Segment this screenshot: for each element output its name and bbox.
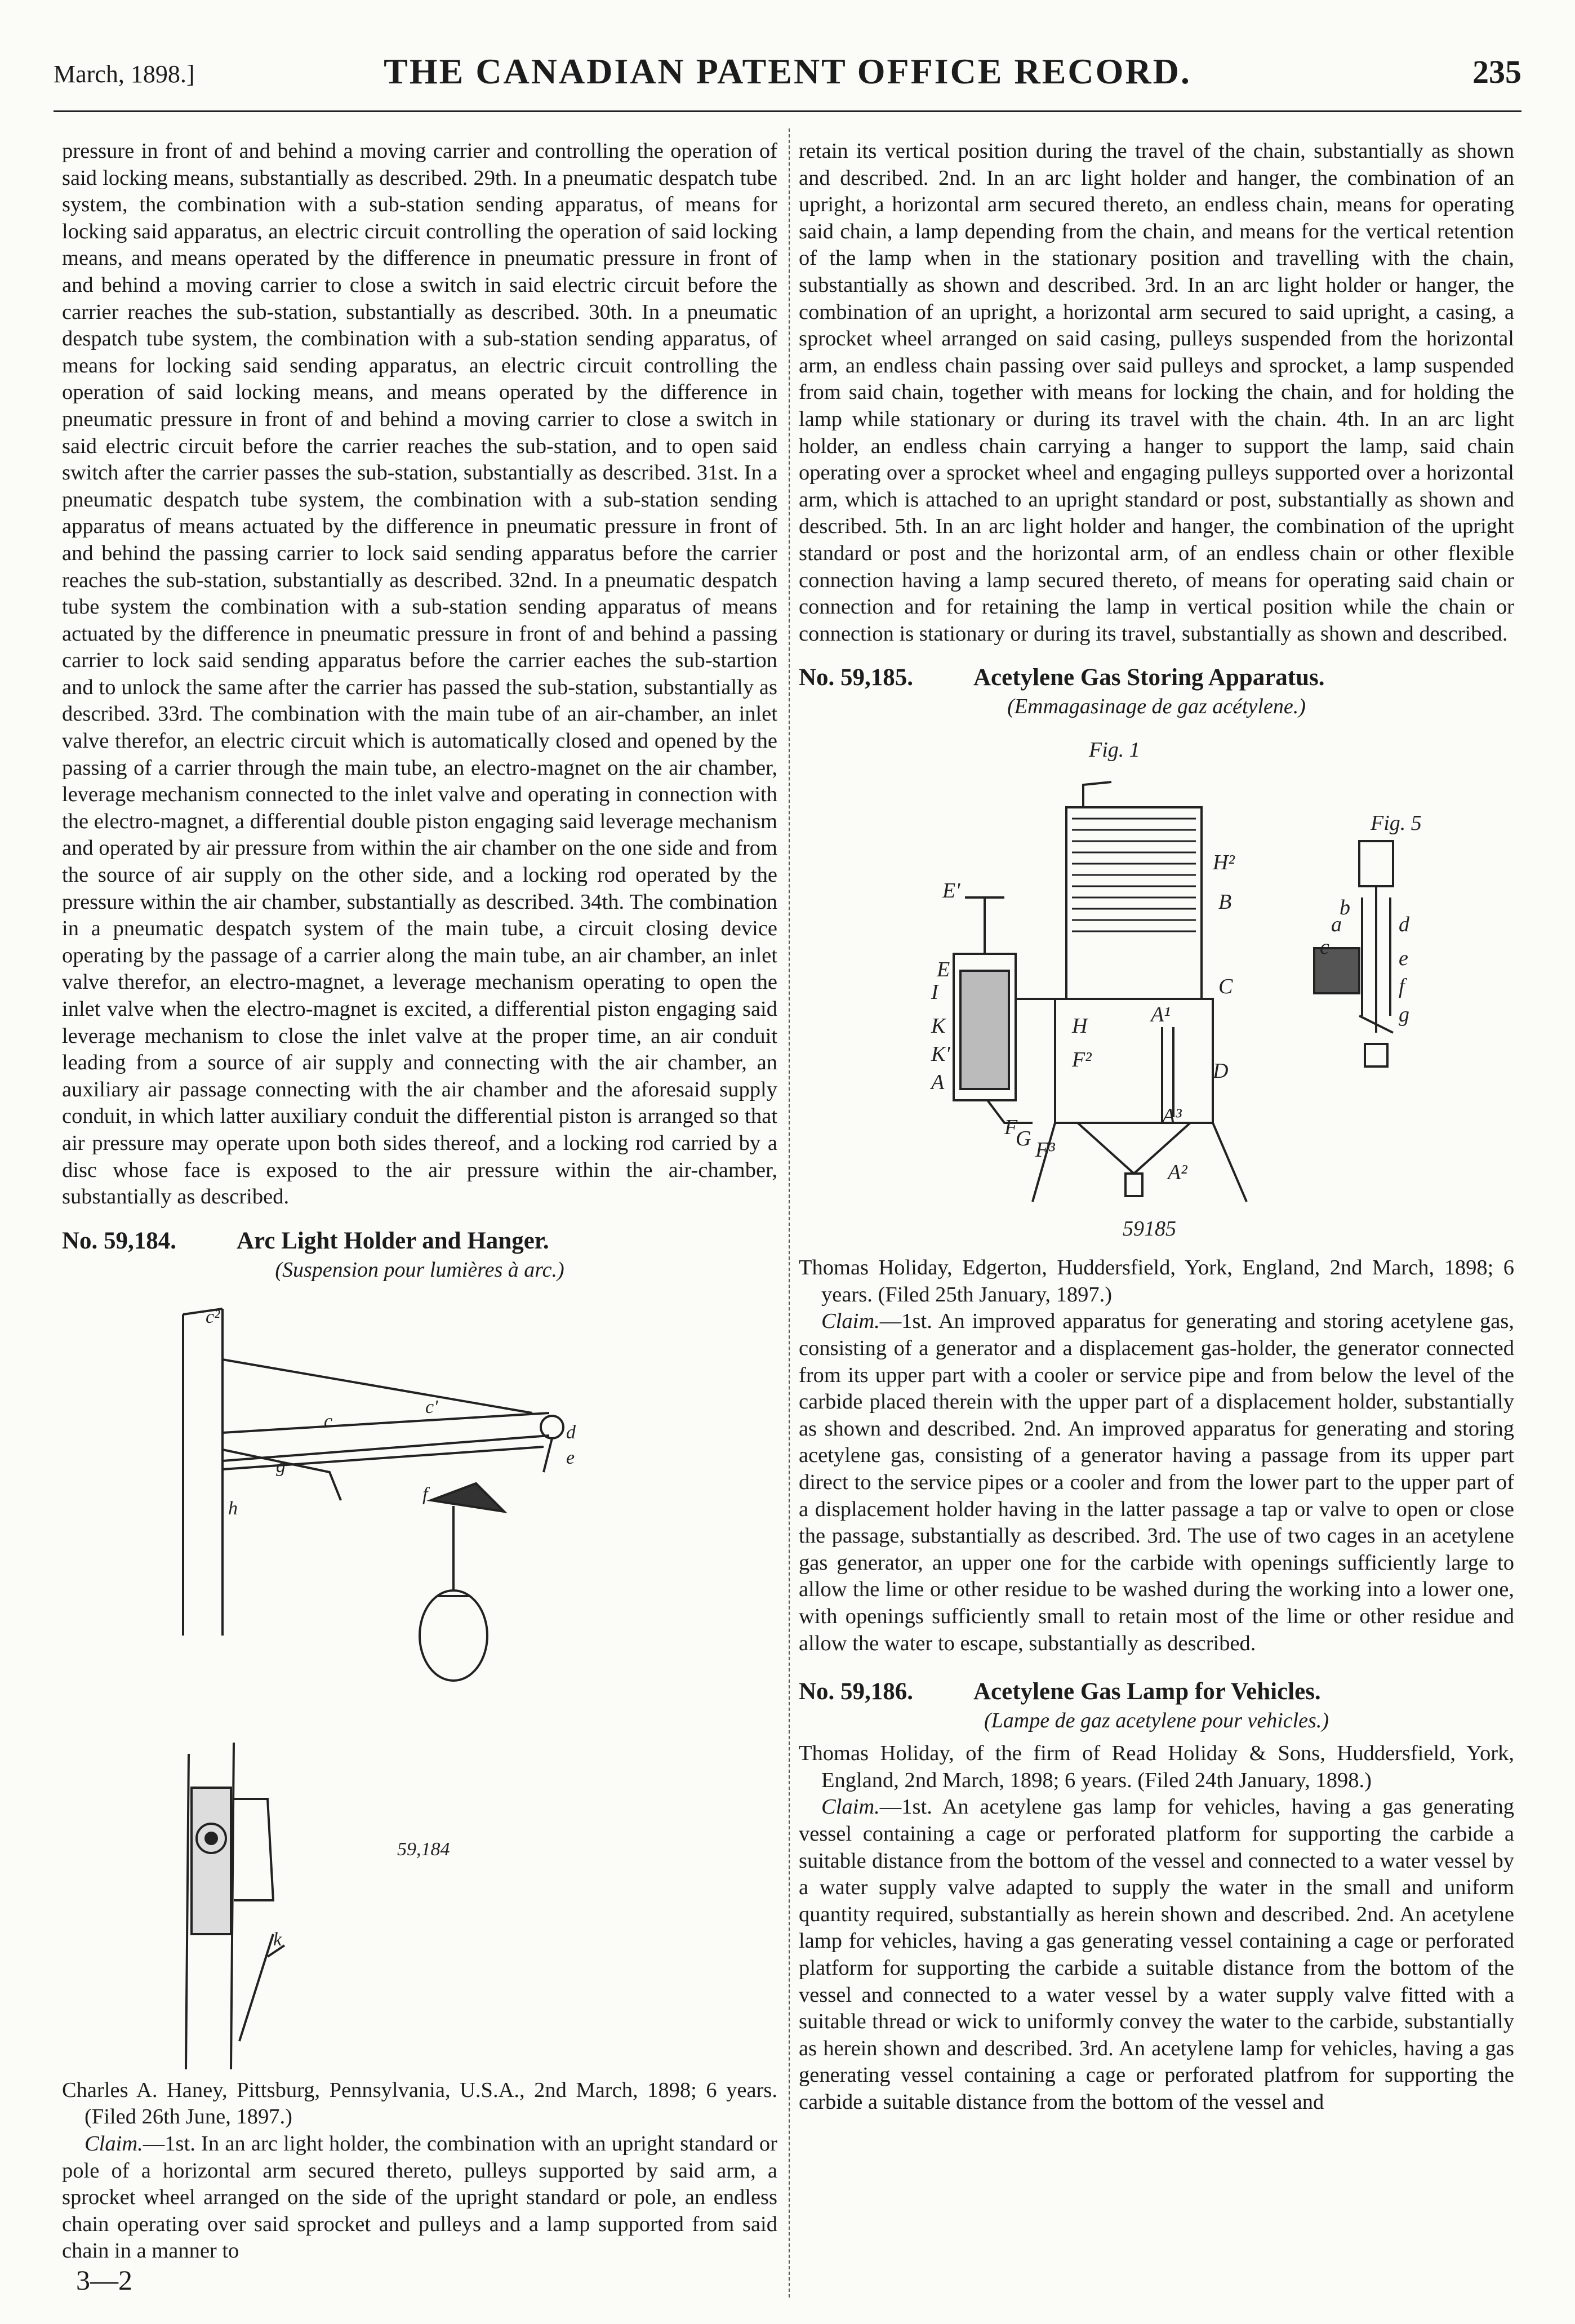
claim-text: —1st. An improved apparatus for generating and storing acetylene gas, consisting of a generator and a displacement gas-holder, the generator connected from its upper part with a cooler or service pipe and from below the level of the carbide placed therein with the upper part of a displacement holder, substantially as shown and described. 2nd. An improved apparatus for generating and storing acetylene gas, consisting of a generator having a passage from its upper part direct to the service pipes or a cooler and from the lower part to the upper part of a displacement holder having in the latter passage a tap or valve to open or close the passage, substantially as described. 3rd. The use of two cages in an acetylene gas generator, an upper one for the carbide with openings sufficiently large to allow the lime or other residue to be washed during the working into a lower one, with openings sufficiently small to retain most of the lime or other residue and allow the water to escape, substantially as described. — [799, 1309, 1514, 1655]
claim-label: Claim. — [84, 2131, 143, 2156]
svg-text:c': c' — [425, 1396, 438, 1417]
claim-label: Claim. — [821, 1309, 880, 1334]
svg-text:d: d — [1399, 913, 1409, 937]
svg-text:A¹: A¹ — [1151, 1003, 1171, 1027]
svg-text:a: a — [1331, 913, 1342, 937]
svg-text:c: c — [1320, 935, 1329, 959]
svg-text:f: f — [1399, 975, 1405, 999]
acetylene-apparatus-figure — [818, 728, 1494, 1247]
page-number: 235 — [1472, 54, 1521, 90]
svg-text:B: B — [1218, 890, 1232, 914]
svg-text:c: c — [324, 1410, 333, 1432]
svg-text:g: g — [1399, 1003, 1409, 1027]
left-column — [62, 138, 777, 2265]
page-header — [54, 50, 1521, 95]
svg-text:e: e — [566, 1447, 575, 1468]
svg-text:f: f — [422, 1483, 428, 1505]
patent-number: No. 59,186. — [799, 1678, 914, 1705]
continued-claims-text: retain its vertical position during the travel of the chain, substantially as shown and described. 2nd. In an arc light holder and hanger, the combination of an upright, a horizontal arm secured thereto, an endless chain, means for operating said chain, a lamp depending from the chain, and means for the vertical retention of the lamp when in the stationary position and travelling with the chain, substantially as shown and described. 3rd. In an arc light holder or hanger, the combination of an upright, a horizontal arm secured to said upright, a casing, a sprocket wheel arranged on said casing, pulleys suspended from the horizontal arm, an endless chain passing over said pulleys and sprocket, a lamp suspended from said chain, together with means for locking the chain, and for holding the lamp while stationary or during its travel with the chain. 4th. In an arc light holder, an endless chain carrying a hanger to support the lamp, said chain operating over a sprocket wheel and engaging pulleys supported over a horizontal arm, which is attached to an upright standard or post, substantially as shown and described. 5th. In an arc light holder and hanger, the combination of the upright standard or post and the horizontal arm, of an endless chain or other flexible connection having a lamp secured thereto, of means for operating said chain or connection and for retaining the lamp in vertical position while the chain or connection is stationary or during its travel, substantially as shown and described. — [799, 139, 1514, 646]
svg-text:k: k — [273, 1928, 282, 1950]
claim-text: —1st. An acetylene gas lamp for vehicles, having a gas generating vessel containing a cage or perforated platform for supporting the carbide a suitable distance from the bottom of the vessel and connected to a water vessel by a water supply valve adapted to supply the water in the small and uniform quantity required, substantially as herein shown and described. 2nd. An acetylene lamp for vehicles, having a gas generating vessel containing a cage or perforated platform for supporting the carbide a suitable distance from the bottom of the vessel and connected to a water vessel by a water supply valve fitted with a suitable thread or wick to uniformly convey the water to the carbide, substantially as herein shown and described. 3rd. An acetylene lamp for vehicles, having a gas generating vessel containing a cage or perforated platfrom for supporting the carbide a suitable distance from the bottom of the vessel and — [799, 1795, 1514, 2114]
svg-text:A: A — [931, 1070, 945, 1095]
french-title: (Emmagasinage de gaz acétylene.) — [1007, 695, 1306, 719]
arc-light-holder-figure — [138, 1292, 701, 2069]
svg-text:b: b — [1340, 896, 1350, 920]
header-rule — [54, 110, 1521, 112]
svg-text:A³: A³ — [1162, 1104, 1182, 1128]
patent-heading-59184 — [62, 1227, 777, 1256]
claim-label: Claim. — [821, 1795, 880, 1819]
svg-text:C: C — [1218, 975, 1233, 999]
figure-label-59184: 59,184 — [397, 1838, 450, 1860]
continued-claims-text: pressure in front of and behind a moving carrier and controlling the operation of said locking means, substantially as described. 29th. In a pneumatic despatch tube system, the combination with a sub-station sending apparatus, of means for locking said apparatus, an electric circuit controlling the operation of said locking means, and means operated by the difference in pneumatic pressure in front of and behind a moving carrier to close a switch in said electric circuit before the carrier reaches the sub-station, substantially as described. 30th. In a pneumatic despatch tube system, the combination with a sub-station sending apparatus, of means for locking said sending apparatus, an electric circuit controlling the operation of said locking means, and means operated by the difference in pneumatic pressure in front of and behind a moving carrier to close a switch in said electric circuit before the carrier reaches the sub-station, and to open said switch after the carrier passes the sub-station, substantially as described. 31st. In a pneumatic despatch tube system, the combination with a sub-station sending apparatus of means actuated by the difference in pneumatic pressure in front of and behind the passing carrier to lock said sending apparatus before the carrier reaches the sub-station, substantially as described. 32nd. In a pneumatic despatch tube system the combination with a sub-station sending apparatus of means actuated by the difference in pneumatic pressure in front of and behind a passing carrier to lock said sending apparatus before the carrier eaches the sub-startion and to unlock the same after the carrier has passed the sub-station, substantially as described. 33rd. The combination with the main tube of an air-chamber, an inlet valve therefor, an electric circuit which is automatically closed and opened by the passing of a carrier through the main tube, an electro-magnet on the air chamber, leverage mechanism connected to the inlet valve and operating in connection with the electro-magnet, a differential double piston engaging said leverage mechanism and operated by air pressure from within the air chamber on the one side and from the source of air supply on the other side, and a locking rod operated by the pressure within the air chamber, substantially as described. 34th. The combination in a pneumatic despatch system of the main tube, a circuit closing device operating by the passage of a carrier along the main tube, an air chamber, an inlet valve therefor, an electro-magnet, a leverage mechanism operating to open the inlet valve when the electro-magnet is excited, a differential piston engaging said leverage mechanism to close the inlet valve at the proper time, an air conduit leading from a source of air supply and connecting with the air chamber, an auxiliary air passage connecting with the air chamber and the aforesaid supply conduit, in which latter auxiliary conduit the differential piston is arranged so that air pressure may operate upon both sides thereof, and a locking rod carried by a disc whose face is exposed to the air pressure within the air-chamber, substantially as described. — [62, 139, 777, 1209]
svg-text:D: D — [1213, 1059, 1229, 1083]
svg-text:c²: c² — [206, 1306, 220, 1327]
svg-text:F²: F² — [1072, 1048, 1092, 1072]
svg-text:d: d — [566, 1421, 576, 1443]
french-title: (Lampe de gaz acetylene pour vehicles.) — [984, 1709, 1329, 1733]
issue-date: March, 1898.] — [54, 60, 195, 88]
svg-text:F³: F³ — [1035, 1138, 1055, 1162]
right-column — [799, 138, 1514, 2116]
fig5-label: Fig. 5 — [1371, 811, 1422, 836]
svg-text:F: F — [1004, 1116, 1018, 1140]
column-divider — [789, 128, 790, 2298]
svg-text:E': E' — [942, 879, 960, 903]
inventor-line: Thomas Holiday, of the firm of Read Holiday & Sons, Huddersfield, York, England, 2nd March, 1898; 6 years. (Filed 24th January, 1898.) — [799, 1741, 1514, 1792]
svg-text:A²: A² — [1168, 1161, 1187, 1185]
patent-title: Acetylene Gas Lamp for Vehicles. — [973, 1678, 1321, 1705]
signature-mark: 3—2 — [76, 2264, 132, 2296]
french-title: (Suspension pour lumières à arc.) — [275, 1257, 564, 1282]
fig1-label: Fig. 1 — [1089, 738, 1140, 762]
claim-text: —1st. In an arc light holder, the combination with an upright standard or pole of a horizontal arm secured thereto, pulleys supported by said arm, a sprocket wheel arranged on the side of the upright standard or pole, an endless chain operating over said sprocket and pulleys and a lamp supported from said chain in a manner to — [62, 2131, 777, 2263]
svg-text:K: K — [931, 1014, 946, 1038]
svg-text:I: I — [931, 980, 938, 1005]
inventor-line: Charles A. Haney, Pittsburg, Pennsylvania, U.S.A., 2nd March, 1898; 6 years. (Filed 26th June, 1897.) — [62, 2078, 777, 2129]
patent-title: Arc Light Holder and Hanger. — [237, 1227, 549, 1254]
svg-text:e: e — [1399, 947, 1408, 971]
svg-text:g: g — [276, 1455, 286, 1477]
claims-paragraph — [62, 2131, 777, 2265]
inventor-line: Thomas Holiday, Edgerton, Huddersfield, York, England, 2nd March, 1898; 6 years. (Filed 25th January, 1897.) — [799, 1256, 1514, 1307]
figure-label-59185: 59185 — [1123, 1217, 1176, 1241]
svg-text:H: H — [1072, 1014, 1088, 1038]
claims-paragraph — [799, 1794, 1514, 2116]
patent-number: No. 59,184. — [62, 1227, 177, 1254]
svg-text:G: G — [1016, 1127, 1031, 1151]
claims-paragraph — [799, 1308, 1514, 1657]
patent-heading-59186 — [799, 1677, 1514, 1707]
svg-text:E: E — [937, 958, 950, 982]
svg-text:h: h — [228, 1498, 238, 1519]
svg-text:K': K' — [931, 1042, 950, 1067]
journal-title: THE CANADIAN PATENT OFFICE RECORD. — [384, 51, 1191, 91]
patent-number: No. 59,185. — [799, 664, 914, 691]
patent-heading-59185 — [799, 663, 1514, 692]
patent-title: Acetylene Gas Storing Apparatus. — [973, 664, 1325, 691]
svg-text:H²: H² — [1213, 851, 1235, 875]
